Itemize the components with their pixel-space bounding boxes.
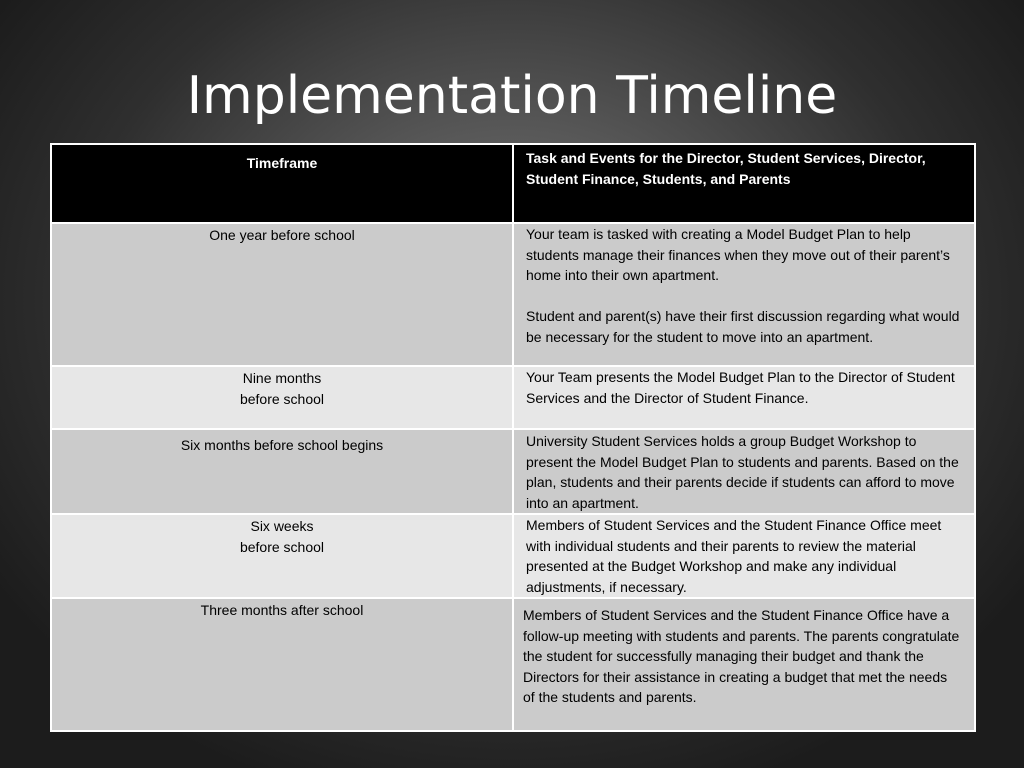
- task-paragraph: University Student Services holds a group Budget Workshop to present the Model Budget Plan to students and parents. Based on the plan, students and their parents decide if students can afford to move into an apartment.: [526, 433, 959, 511]
- task-paragraph: Student and parent(s) have their first discussion regarding what would be necessary for the student to move into an apartment.: [526, 308, 960, 345]
- header-timeframe-label: Timeframe: [246, 155, 318, 171]
- timeframe-text-line: before school: [239, 390, 325, 407]
- table-row: [51, 429, 975, 514]
- timeframe-text: Six months before school begins: [180, 437, 384, 453]
- slide-title: Implementation Timeline: [186, 66, 838, 126]
- task-cell: [513, 514, 975, 598]
- table-row: [51, 366, 975, 429]
- table-row: [51, 514, 975, 598]
- task-cell: [513, 366, 975, 429]
- task-cell: [513, 598, 975, 731]
- timeframe-text-line: Six weeks: [250, 518, 314, 534]
- timeframe-cell: [51, 598, 513, 731]
- task-paragraph: Members of Student Services and the Student Finance Office meet with individual students and their parents to review the material presented at the Budget Workshop and make any individual adjustments, if necessary.: [526, 517, 942, 595]
- timeframe-cell: [51, 429, 513, 514]
- timeline-table: [50, 143, 976, 732]
- task-cell: [513, 429, 975, 514]
- task-cell: [513, 223, 975, 366]
- table-row: [51, 598, 975, 731]
- task-paragraph: Your team is tasked with creating a Model Budget Plan to help students manage their finances when they move out of their parent’s home into their own apartment.: [526, 226, 950, 283]
- header-row: [51, 144, 975, 223]
- table-row: [51, 223, 975, 366]
- header-timeframe: [51, 144, 513, 223]
- timeframe-cell: [51, 223, 513, 366]
- timeframe-cell: [51, 366, 513, 429]
- timeframe-text-line: Nine months: [242, 370, 322, 386]
- header-tasks: [513, 144, 975, 223]
- header-tasks-label: Task and Events for the Director, Student Services, Director, Student Finance, Students, and Parents: [526, 150, 926, 187]
- timeframe-text: One year before school: [209, 227, 355, 243]
- timeframe-text: Three months after school: [200, 602, 364, 618]
- task-paragraph: Your Team presents the Model Budget Plan to the Director of Student Services and the Director of Student Finance.: [526, 369, 955, 406]
- task-paragraph: Members of Student Services and the Student Finance Office have a follow-up meeting with students and parents. The parents congratulate the student for successfully managing their budget and thank the Directors for their assistance in creating a budget that met the needs of the students and parents.: [523, 607, 960, 705]
- timeframe-text-line: before school: [239, 538, 325, 555]
- timeframe-cell: [51, 514, 513, 598]
